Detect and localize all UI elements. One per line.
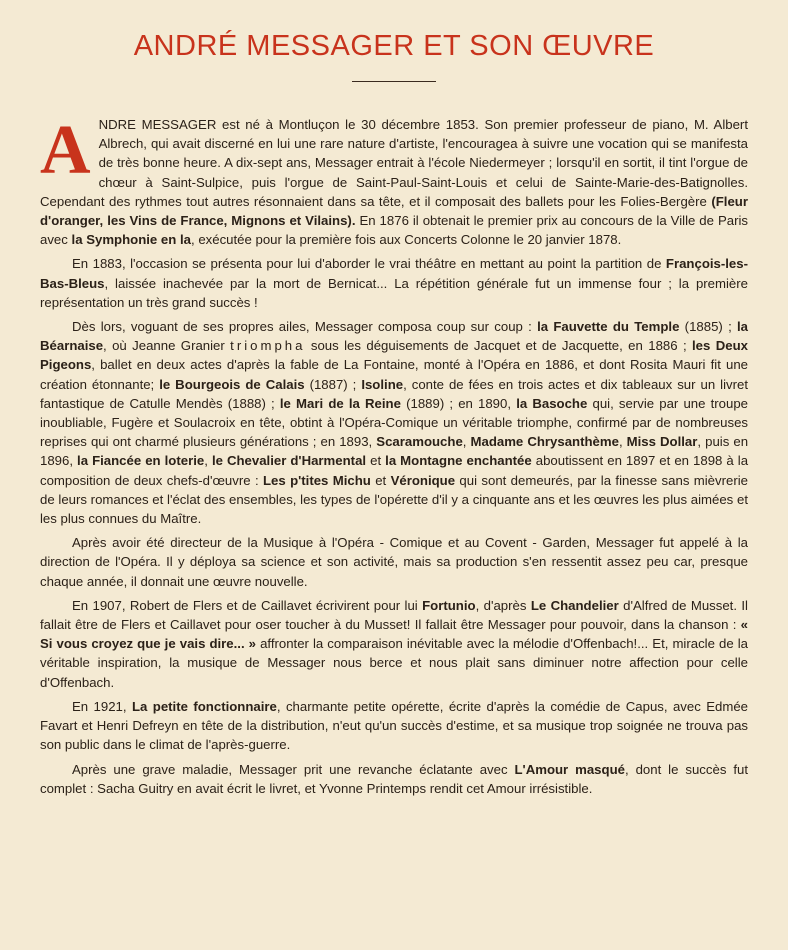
- paragraph-5: [40, 596, 748, 692]
- page-title: ANDRÉ MESSAGER ET SON ŒUVRE: [133, 30, 655, 62]
- title-emphasis: le Bourgeois de Calais: [159, 376, 305, 392]
- title-emphasis: « Si vous croyez que je vais dire... »: [40, 617, 748, 652]
- text-run: qui, servie par une troupe inoubliable, Fugère et Soulacroix en tête, obtint à l'Opéra-Comique un véritable triomphe, confirmé par de nombreuses reprises qui ont charmé plusieurs générations ; en 1893,: [40, 395, 749, 450]
- text-run: sous les déguisements de Jacquet et de Jacquette, en 1886 ;: [305, 338, 693, 354]
- title-emphasis: L'Amour masqué: [514, 761, 625, 777]
- title-emphasis: Fortunio: [422, 597, 476, 613]
- text-run: et: [366, 453, 386, 469]
- text-run: (1889) ; en 1890,: [400, 395, 517, 411]
- text-run: Dès lors, voguant de ses propres ailes, Messager composa coup sur coup :: [72, 319, 538, 335]
- paragraph-3: [40, 317, 748, 528]
- text-run: d'Alfred de Musset. Il fallait être de Flers et Caillavet pour oser toucher à du Musset! Il fallait être Messager pour pouvoir, dans la chanson :: [40, 597, 748, 633]
- text-run: ,: [204, 453, 212, 469]
- title-emphasis: le Chevalier d'Harmental: [211, 453, 367, 469]
- title-emphasis: les Deux Pigeons: [40, 338, 748, 373]
- title-emphasis: la Symphonie en la: [71, 232, 191, 248]
- title-emphasis: le Mari de la Reine: [279, 395, 401, 411]
- article-body: [40, 112, 749, 798]
- text-run: En 1876 il obtenait le premier prix au concours de la Ville de Paris avec: [40, 213, 748, 248]
- paragraph-4: [40, 533, 748, 591]
- title-emphasis: François-les-Bas-Bleus: [40, 256, 748, 291]
- title-emphasis: la Fiancée en loterie: [77, 453, 205, 469]
- text-run: qui sont demeurés, par la finesse sans mièvrerie de leurs romances et l'éclat des ensembles, les types de l'opérette d'il y a cinquante ans et les œuvres les plus aimées et les plus connues du Maître.: [40, 472, 748, 527]
- text-run: , où Jeanne Granier: [103, 338, 231, 354]
- text-run: En 1907, Robert de Flers et de Caillavet écrivirent pour lui: [72, 597, 423, 613]
- text-run: , charmante petite opérette, écrite d'après la comédie de Capus, avec Edmée Favart et Henri Defreyn en tête de la distribution, n'eut qu'un succès d'estime, et sa musique trop soignée ne trouva pas son public dans le climat de l'après-guerre.: [40, 698, 748, 753]
- title-emphasis: La petite fonctionnaire: [131, 698, 277, 714]
- text-run: (1887) ;: [304, 376, 362, 392]
- title-emphasis: Miss Dollar: [626, 434, 698, 450]
- text-run: , d'après: [475, 597, 531, 613]
- paragraph-6: [40, 697, 748, 755]
- text-run: , conte de fées en trois actes et dix tableaux sur un livret fantastique de Catulle Mendès (1888) ;: [40, 376, 748, 411]
- text-run: , puis en 1896,: [40, 434, 749, 469]
- text-run: et: [370, 472, 391, 488]
- title-emphasis: (Fleur d'oranger, les Vins de France, Mignons et Vilains).: [40, 193, 748, 229]
- title-emphasis: Isoline: [361, 376, 404, 392]
- text-run: , ballet en deux actes d'après la fable de La Fontaine, monté à l'Opéra en 1886, et dont Rosita Mauri fit une création étonnante;: [40, 357, 748, 392]
- text-run: ,: [618, 434, 627, 450]
- text-run: triompha: [230, 338, 306, 354]
- title-emphasis: la Basoche: [516, 395, 588, 411]
- text-run: affronter la comparaison inévitable avec la mélodie d'Offenbach!... Et, miracle de la véritable inspiration, la musique de Messager nous berce et nous plait sans diminuer notre affection pour celle d'Offenbach.: [40, 636, 748, 690]
- text-run: Après avoir été directeur de la Musique à l'Opéra - Comique et au Covent - Garden, Messager fut appelé à la direction de l'Opéra. Il y déploya sa science et son activité, mais sa production s'en ressentit assez peu car, presque chaque année, il donnait une œuvre nouvelle.: [40, 535, 748, 589]
- drop-cap: A: [40, 112, 91, 189]
- title-emphasis: la Béarnaise: [40, 319, 748, 354]
- text-run: , dont le succès fut complet : Sacha Guitry en avait écrit le livret, et Yvonne Printemps rendit cet Amour irrésistible.: [40, 761, 749, 796]
- paragraph-7: [40, 760, 748, 798]
- text-run: ,: [462, 434, 471, 450]
- text-run: (1885) ;: [679, 319, 737, 335]
- title-emphasis: Scaramouche: [376, 434, 463, 450]
- text-run: Après une grave maladie, Messager prit une revanche éclatante avec: [72, 761, 515, 777]
- text-run: aboutissent en 1897 et en 1898 à la composition de deux chefs-d'œuvre :: [40, 453, 749, 488]
- text-run: En 1883, l'occasion se présenta pour lui d'aborder le vrai théâtre en mettant au point la partition de: [72, 256, 666, 272]
- title-emphasis: la Fauvette du Temple: [537, 319, 680, 335]
- text-run: NDRE MESSAGER est né à Montluçon le 30 décembre 1853. Son premier professeur de piano, M. Albert Albrech, qui avait discerné en lui une rare nature d'artiste, l'encouragea à suivre une vocation qui se manifesta de très bonne heure. A dix-sept ans, Messager entrait à l'école Niedermeyer ; lorsqu'il en sortit, il tint l'orgue de chœur à Saint-Sulpice, puis l'orgue de Saint-Paul-Saint-Louis et celui de Sainte-Marie-des-Batignolles. Cependant des rythmes tout autres résonnaient dans sa tête, et il composait des ballets pour les Folies-Bergère: [40, 117, 748, 209]
- paragraph-1: [40, 112, 748, 249]
- title-divider: [352, 81, 436, 82]
- text-run: En 1921,: [72, 698, 132, 714]
- title-emphasis: Madame Chrysanthème: [470, 434, 619, 450]
- paragraph-2: [40, 254, 748, 312]
- title-emphasis: Le Chandelier: [530, 597, 619, 613]
- title-emphasis: Véronique: [390, 472, 456, 488]
- text-run: , exécutée pour la première fois aux Concerts Colonne le 20 janvier 1878.: [191, 232, 622, 248]
- title-emphasis: Les p'tites Michu: [262, 472, 371, 488]
- text-run: , laissée inachevée par la mort de Bernicat... La répétition générale fut un immense four ; la première représentation un très grand succès !: [40, 275, 748, 310]
- title-emphasis: la Montagne enchantée: [385, 453, 532, 469]
